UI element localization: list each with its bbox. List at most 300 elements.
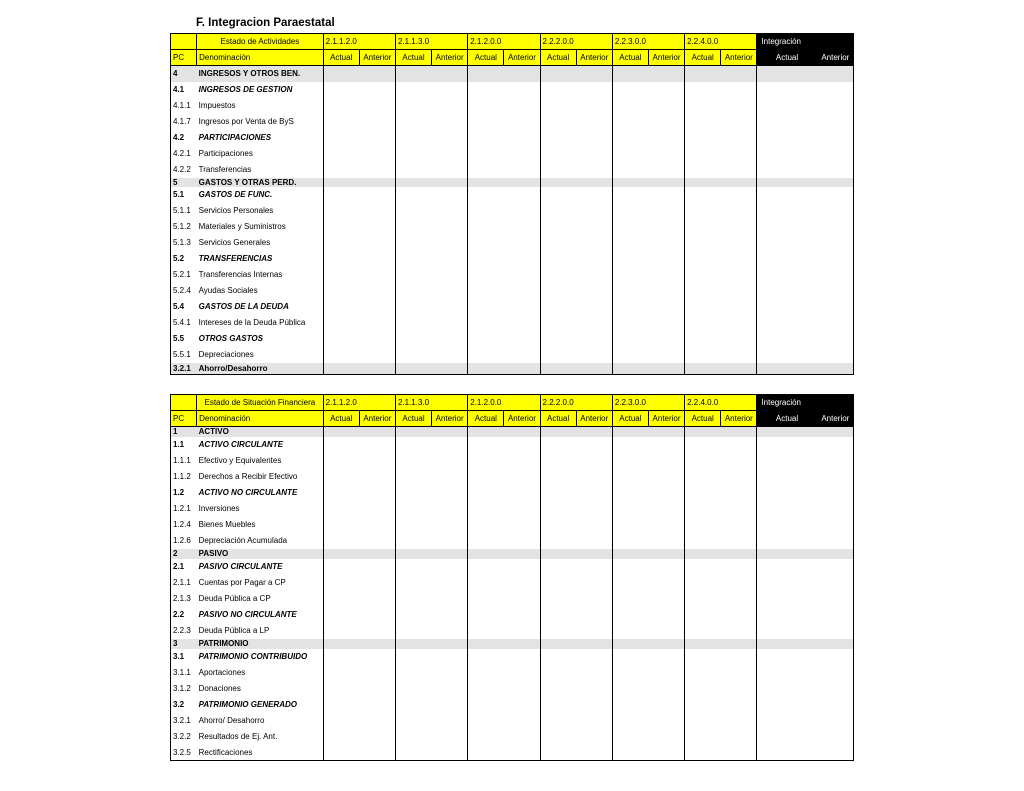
value-cell[interactable] bbox=[504, 66, 540, 82]
value-cell[interactable] bbox=[359, 187, 395, 203]
value-cell[interactable] bbox=[432, 162, 468, 178]
value-cell[interactable] bbox=[323, 146, 359, 162]
value-cell[interactable] bbox=[359, 347, 395, 363]
value-cell[interactable] bbox=[721, 178, 757, 187]
value-cell[interactable] bbox=[757, 453, 817, 469]
value-cell[interactable] bbox=[540, 649, 576, 665]
value-cell[interactable] bbox=[757, 267, 817, 283]
value-cell[interactable] bbox=[576, 591, 612, 607]
value-cell[interactable] bbox=[323, 267, 359, 283]
value-cell[interactable] bbox=[323, 591, 359, 607]
value-cell[interactable] bbox=[359, 299, 395, 315]
value-cell[interactable] bbox=[323, 639, 359, 649]
value-cell[interactable] bbox=[540, 665, 576, 681]
value-cell[interactable] bbox=[504, 591, 540, 607]
value-cell[interactable] bbox=[612, 66, 648, 82]
value-cell[interactable] bbox=[685, 649, 721, 665]
value-cell[interactable] bbox=[323, 98, 359, 114]
value-cell[interactable] bbox=[395, 533, 431, 549]
value-cell[interactable] bbox=[757, 146, 817, 162]
value-cell[interactable] bbox=[395, 114, 431, 130]
value-cell[interactable] bbox=[576, 114, 612, 130]
value-cell[interactable] bbox=[540, 82, 576, 98]
value-cell[interactable] bbox=[685, 82, 721, 98]
value-cell[interactable] bbox=[395, 639, 431, 649]
value-cell[interactable] bbox=[757, 178, 817, 187]
value-cell[interactable] bbox=[648, 299, 684, 315]
value-cell[interactable] bbox=[757, 665, 817, 681]
value-cell[interactable] bbox=[721, 713, 757, 729]
value-cell[interactable] bbox=[395, 219, 431, 235]
value-cell[interactable] bbox=[817, 591, 853, 607]
value-cell[interactable] bbox=[685, 745, 721, 761]
value-cell[interactable] bbox=[540, 745, 576, 761]
value-cell[interactable] bbox=[395, 427, 431, 437]
value-cell[interactable] bbox=[648, 162, 684, 178]
value-cell[interactable] bbox=[359, 114, 395, 130]
value-cell[interactable] bbox=[817, 549, 853, 559]
value-cell[interactable] bbox=[576, 427, 612, 437]
value-cell[interactable] bbox=[576, 251, 612, 267]
value-cell[interactable] bbox=[685, 697, 721, 713]
value-cell[interactable] bbox=[468, 331, 504, 347]
value-cell[interactable] bbox=[685, 66, 721, 82]
value-cell[interactable] bbox=[612, 178, 648, 187]
value-cell[interactable] bbox=[540, 235, 576, 251]
value-cell[interactable] bbox=[612, 219, 648, 235]
value-cell[interactable] bbox=[648, 713, 684, 729]
value-cell[interactable] bbox=[576, 469, 612, 485]
value-cell[interactable] bbox=[504, 235, 540, 251]
value-cell[interactable] bbox=[540, 697, 576, 713]
value-cell[interactable] bbox=[323, 697, 359, 713]
value-cell[interactable] bbox=[359, 713, 395, 729]
value-cell[interactable] bbox=[540, 469, 576, 485]
value-cell[interactable] bbox=[576, 437, 612, 453]
value-cell[interactable] bbox=[817, 469, 853, 485]
value-cell[interactable] bbox=[721, 623, 757, 639]
value-cell[interactable] bbox=[432, 485, 468, 501]
value-cell[interactable] bbox=[432, 517, 468, 533]
value-cell[interactable] bbox=[395, 146, 431, 162]
value-cell[interactable] bbox=[504, 729, 540, 745]
value-cell[interactable] bbox=[817, 203, 853, 219]
value-cell[interactable] bbox=[323, 533, 359, 549]
value-cell[interactable] bbox=[432, 649, 468, 665]
value-cell[interactable] bbox=[576, 299, 612, 315]
value-cell[interactable] bbox=[432, 363, 468, 375]
value-cell[interactable] bbox=[648, 745, 684, 761]
value-cell[interactable] bbox=[504, 267, 540, 283]
value-cell[interactable] bbox=[721, 729, 757, 745]
value-cell[interactable] bbox=[468, 299, 504, 315]
value-cell[interactable] bbox=[432, 347, 468, 363]
value-cell[interactable] bbox=[468, 501, 504, 517]
value-cell[interactable] bbox=[323, 299, 359, 315]
value-cell[interactable] bbox=[648, 549, 684, 559]
value-cell[interactable] bbox=[721, 665, 757, 681]
value-cell[interactable] bbox=[721, 639, 757, 649]
value-cell[interactable] bbox=[468, 251, 504, 267]
value-cell[interactable] bbox=[648, 681, 684, 697]
value-cell[interactable] bbox=[685, 178, 721, 187]
value-cell[interactable] bbox=[576, 283, 612, 299]
value-cell[interactable] bbox=[395, 681, 431, 697]
value-cell[interactable] bbox=[685, 575, 721, 591]
value-cell[interactable] bbox=[817, 697, 853, 713]
value-cell[interactable] bbox=[468, 130, 504, 146]
value-cell[interactable] bbox=[685, 501, 721, 517]
value-cell[interactable] bbox=[648, 363, 684, 375]
value-cell[interactable] bbox=[395, 82, 431, 98]
value-cell[interactable] bbox=[468, 639, 504, 649]
value-cell[interactable] bbox=[468, 98, 504, 114]
value-cell[interactable] bbox=[817, 82, 853, 98]
value-cell[interactable] bbox=[685, 729, 721, 745]
value-cell[interactable] bbox=[817, 66, 853, 82]
value-cell[interactable] bbox=[685, 267, 721, 283]
value-cell[interactable] bbox=[757, 697, 817, 713]
value-cell[interactable] bbox=[817, 681, 853, 697]
value-cell[interactable] bbox=[468, 575, 504, 591]
value-cell[interactable] bbox=[468, 203, 504, 219]
value-cell[interactable] bbox=[504, 299, 540, 315]
value-cell[interactable] bbox=[757, 98, 817, 114]
value-cell[interactable] bbox=[540, 219, 576, 235]
value-cell[interactable] bbox=[540, 130, 576, 146]
value-cell[interactable] bbox=[432, 559, 468, 575]
value-cell[interactable] bbox=[468, 283, 504, 299]
value-cell[interactable] bbox=[432, 591, 468, 607]
value-cell[interactable] bbox=[612, 331, 648, 347]
value-cell[interactable] bbox=[432, 713, 468, 729]
value-cell[interactable] bbox=[359, 66, 395, 82]
value-cell[interactable] bbox=[395, 66, 431, 82]
value-cell[interactable] bbox=[395, 235, 431, 251]
value-cell[interactable] bbox=[359, 219, 395, 235]
value-cell[interactable] bbox=[648, 251, 684, 267]
value-cell[interactable] bbox=[817, 485, 853, 501]
value-cell[interactable] bbox=[468, 427, 504, 437]
value-cell[interactable] bbox=[468, 549, 504, 559]
value-cell[interactable] bbox=[685, 114, 721, 130]
value-cell[interactable] bbox=[468, 315, 504, 331]
value-cell[interactable] bbox=[359, 146, 395, 162]
value-cell[interactable] bbox=[323, 315, 359, 331]
value-cell[interactable] bbox=[540, 283, 576, 299]
value-cell[interactable] bbox=[395, 607, 431, 623]
value-cell[interactable] bbox=[540, 66, 576, 82]
value-cell[interactable] bbox=[468, 559, 504, 575]
value-cell[interactable] bbox=[685, 533, 721, 549]
value-cell[interactable] bbox=[612, 469, 648, 485]
value-cell[interactable] bbox=[648, 235, 684, 251]
value-cell[interactable] bbox=[817, 187, 853, 203]
value-cell[interactable] bbox=[612, 146, 648, 162]
value-cell[interactable] bbox=[721, 299, 757, 315]
value-cell[interactable] bbox=[359, 469, 395, 485]
value-cell[interactable] bbox=[648, 331, 684, 347]
value-cell[interactable] bbox=[757, 219, 817, 235]
value-cell[interactable] bbox=[817, 331, 853, 347]
value-cell[interactable] bbox=[395, 437, 431, 453]
value-cell[interactable] bbox=[817, 283, 853, 299]
value-cell[interactable] bbox=[576, 729, 612, 745]
value-cell[interactable] bbox=[648, 66, 684, 82]
value-cell[interactable] bbox=[432, 729, 468, 745]
value-cell[interactable] bbox=[359, 517, 395, 533]
value-cell[interactable] bbox=[612, 729, 648, 745]
value-cell[interactable] bbox=[540, 251, 576, 267]
value-cell[interactable] bbox=[757, 331, 817, 347]
value-cell[interactable] bbox=[323, 235, 359, 251]
value-cell[interactable] bbox=[395, 745, 431, 761]
value-cell[interactable] bbox=[576, 559, 612, 575]
value-cell[interactable] bbox=[685, 639, 721, 649]
value-cell[interactable] bbox=[612, 713, 648, 729]
value-cell[interactable] bbox=[576, 363, 612, 375]
value-cell[interactable] bbox=[721, 591, 757, 607]
value-cell[interactable] bbox=[817, 729, 853, 745]
value-cell[interactable] bbox=[359, 331, 395, 347]
value-cell[interactable] bbox=[395, 299, 431, 315]
value-cell[interactable] bbox=[323, 549, 359, 559]
value-cell[interactable] bbox=[323, 607, 359, 623]
value-cell[interactable] bbox=[468, 453, 504, 469]
value-cell[interactable] bbox=[432, 745, 468, 761]
value-cell[interactable] bbox=[395, 347, 431, 363]
value-cell[interactable] bbox=[504, 437, 540, 453]
value-cell[interactable] bbox=[685, 98, 721, 114]
value-cell[interactable] bbox=[817, 299, 853, 315]
value-cell[interactable] bbox=[576, 533, 612, 549]
value-cell[interactable] bbox=[432, 697, 468, 713]
value-cell[interactable] bbox=[576, 347, 612, 363]
value-cell[interactable] bbox=[504, 681, 540, 697]
value-cell[interactable] bbox=[504, 517, 540, 533]
value-cell[interactable] bbox=[612, 98, 648, 114]
value-cell[interactable] bbox=[432, 130, 468, 146]
value-cell[interactable] bbox=[359, 315, 395, 331]
value-cell[interactable] bbox=[817, 501, 853, 517]
value-cell[interactable] bbox=[504, 623, 540, 639]
value-cell[interactable] bbox=[721, 347, 757, 363]
value-cell[interactable] bbox=[817, 178, 853, 187]
value-cell[interactable] bbox=[576, 98, 612, 114]
value-cell[interactable] bbox=[817, 347, 853, 363]
value-cell[interactable] bbox=[685, 331, 721, 347]
value-cell[interactable] bbox=[757, 437, 817, 453]
value-cell[interactable] bbox=[612, 559, 648, 575]
value-cell[interactable] bbox=[612, 347, 648, 363]
value-cell[interactable] bbox=[540, 681, 576, 697]
value-cell[interactable] bbox=[757, 82, 817, 98]
value-cell[interactable] bbox=[612, 203, 648, 219]
value-cell[interactable] bbox=[648, 427, 684, 437]
value-cell[interactable] bbox=[504, 453, 540, 469]
value-cell[interactable] bbox=[612, 575, 648, 591]
value-cell[interactable] bbox=[359, 453, 395, 469]
value-cell[interactable] bbox=[576, 267, 612, 283]
value-cell[interactable] bbox=[359, 729, 395, 745]
value-cell[interactable] bbox=[757, 315, 817, 331]
value-cell[interactable] bbox=[576, 697, 612, 713]
value-cell[interactable] bbox=[817, 607, 853, 623]
value-cell[interactable] bbox=[359, 623, 395, 639]
value-cell[interactable] bbox=[395, 713, 431, 729]
value-cell[interactable] bbox=[395, 623, 431, 639]
value-cell[interactable] bbox=[540, 114, 576, 130]
value-cell[interactable] bbox=[395, 203, 431, 219]
value-cell[interactable] bbox=[612, 501, 648, 517]
value-cell[interactable] bbox=[757, 469, 817, 485]
value-cell[interactable] bbox=[395, 251, 431, 267]
value-cell[interactable] bbox=[576, 501, 612, 517]
value-cell[interactable] bbox=[432, 187, 468, 203]
value-cell[interactable] bbox=[817, 114, 853, 130]
value-cell[interactable] bbox=[323, 517, 359, 533]
value-cell[interactable] bbox=[612, 697, 648, 713]
value-cell[interactable] bbox=[576, 485, 612, 501]
value-cell[interactable] bbox=[323, 665, 359, 681]
value-cell[interactable] bbox=[757, 607, 817, 623]
value-cell[interactable] bbox=[685, 681, 721, 697]
value-cell[interactable] bbox=[468, 114, 504, 130]
value-cell[interactable] bbox=[504, 697, 540, 713]
value-cell[interactable] bbox=[576, 649, 612, 665]
value-cell[interactable] bbox=[648, 283, 684, 299]
value-cell[interactable] bbox=[395, 575, 431, 591]
value-cell[interactable] bbox=[612, 114, 648, 130]
value-cell[interactable] bbox=[504, 203, 540, 219]
value-cell[interactable] bbox=[540, 517, 576, 533]
value-cell[interactable] bbox=[612, 533, 648, 549]
value-cell[interactable] bbox=[648, 114, 684, 130]
value-cell[interactable] bbox=[576, 187, 612, 203]
value-cell[interactable] bbox=[576, 82, 612, 98]
value-cell[interactable] bbox=[504, 331, 540, 347]
value-cell[interactable] bbox=[721, 98, 757, 114]
value-cell[interactable] bbox=[612, 607, 648, 623]
value-cell[interactable] bbox=[721, 533, 757, 549]
value-cell[interactable] bbox=[432, 178, 468, 187]
value-cell[interactable] bbox=[817, 639, 853, 649]
value-cell[interactable] bbox=[395, 162, 431, 178]
value-cell[interactable] bbox=[395, 591, 431, 607]
value-cell[interactable] bbox=[757, 299, 817, 315]
value-cell[interactable] bbox=[576, 130, 612, 146]
value-cell[interactable] bbox=[468, 267, 504, 283]
value-cell[interactable] bbox=[432, 267, 468, 283]
value-cell[interactable] bbox=[395, 517, 431, 533]
value-cell[interactable] bbox=[540, 98, 576, 114]
value-cell[interactable] bbox=[432, 665, 468, 681]
value-cell[interactable] bbox=[757, 114, 817, 130]
value-cell[interactable] bbox=[817, 162, 853, 178]
value-cell[interactable] bbox=[648, 203, 684, 219]
value-cell[interactable] bbox=[817, 437, 853, 453]
value-cell[interactable] bbox=[685, 235, 721, 251]
value-cell[interactable] bbox=[504, 607, 540, 623]
value-cell[interactable] bbox=[395, 665, 431, 681]
value-cell[interactable] bbox=[359, 178, 395, 187]
value-cell[interactable] bbox=[685, 437, 721, 453]
value-cell[interactable] bbox=[685, 591, 721, 607]
value-cell[interactable] bbox=[648, 437, 684, 453]
value-cell[interactable] bbox=[685, 146, 721, 162]
value-cell[interactable] bbox=[685, 283, 721, 299]
value-cell[interactable] bbox=[576, 178, 612, 187]
value-cell[interactable] bbox=[540, 607, 576, 623]
value-cell[interactable] bbox=[432, 98, 468, 114]
value-cell[interactable] bbox=[359, 130, 395, 146]
value-cell[interactable] bbox=[468, 729, 504, 745]
value-cell[interactable] bbox=[540, 623, 576, 639]
value-cell[interactable] bbox=[540, 331, 576, 347]
value-cell[interactable] bbox=[648, 315, 684, 331]
value-cell[interactable] bbox=[648, 665, 684, 681]
value-cell[interactable] bbox=[468, 219, 504, 235]
value-cell[interactable] bbox=[721, 697, 757, 713]
value-cell[interactable] bbox=[359, 427, 395, 437]
value-cell[interactable] bbox=[540, 203, 576, 219]
value-cell[interactable] bbox=[468, 82, 504, 98]
value-cell[interactable] bbox=[648, 130, 684, 146]
value-cell[interactable] bbox=[504, 82, 540, 98]
value-cell[interactable] bbox=[685, 219, 721, 235]
value-cell[interactable] bbox=[432, 681, 468, 697]
value-cell[interactable] bbox=[612, 130, 648, 146]
value-cell[interactable] bbox=[648, 267, 684, 283]
value-cell[interactable] bbox=[648, 639, 684, 649]
value-cell[interactable] bbox=[432, 331, 468, 347]
value-cell[interactable] bbox=[685, 299, 721, 315]
value-cell[interactable] bbox=[648, 623, 684, 639]
value-cell[interactable] bbox=[540, 713, 576, 729]
value-cell[interactable] bbox=[504, 363, 540, 375]
value-cell[interactable] bbox=[432, 575, 468, 591]
value-cell[interactable] bbox=[540, 299, 576, 315]
value-cell[interactable] bbox=[576, 162, 612, 178]
value-cell[interactable] bbox=[395, 501, 431, 517]
value-cell[interactable] bbox=[576, 623, 612, 639]
value-cell[interactable] bbox=[757, 283, 817, 299]
value-cell[interactable] bbox=[576, 607, 612, 623]
value-cell[interactable] bbox=[685, 315, 721, 331]
value-cell[interactable] bbox=[323, 469, 359, 485]
value-cell[interactable] bbox=[504, 427, 540, 437]
value-cell[interactable] bbox=[468, 517, 504, 533]
value-cell[interactable] bbox=[757, 251, 817, 267]
value-cell[interactable] bbox=[432, 251, 468, 267]
value-cell[interactable] bbox=[721, 559, 757, 575]
value-cell[interactable] bbox=[504, 649, 540, 665]
value-cell[interactable] bbox=[432, 427, 468, 437]
value-cell[interactable] bbox=[359, 485, 395, 501]
value-cell[interactable] bbox=[504, 219, 540, 235]
value-cell[interactable] bbox=[757, 347, 817, 363]
value-cell[interactable] bbox=[576, 713, 612, 729]
value-cell[interactable] bbox=[504, 130, 540, 146]
value-cell[interactable] bbox=[395, 267, 431, 283]
value-cell[interactable] bbox=[576, 219, 612, 235]
value-cell[interactable] bbox=[757, 549, 817, 559]
value-cell[interactable] bbox=[757, 681, 817, 697]
value-cell[interactable] bbox=[504, 549, 540, 559]
value-cell[interactable] bbox=[648, 697, 684, 713]
value-cell[interactable] bbox=[757, 187, 817, 203]
value-cell[interactable] bbox=[721, 485, 757, 501]
